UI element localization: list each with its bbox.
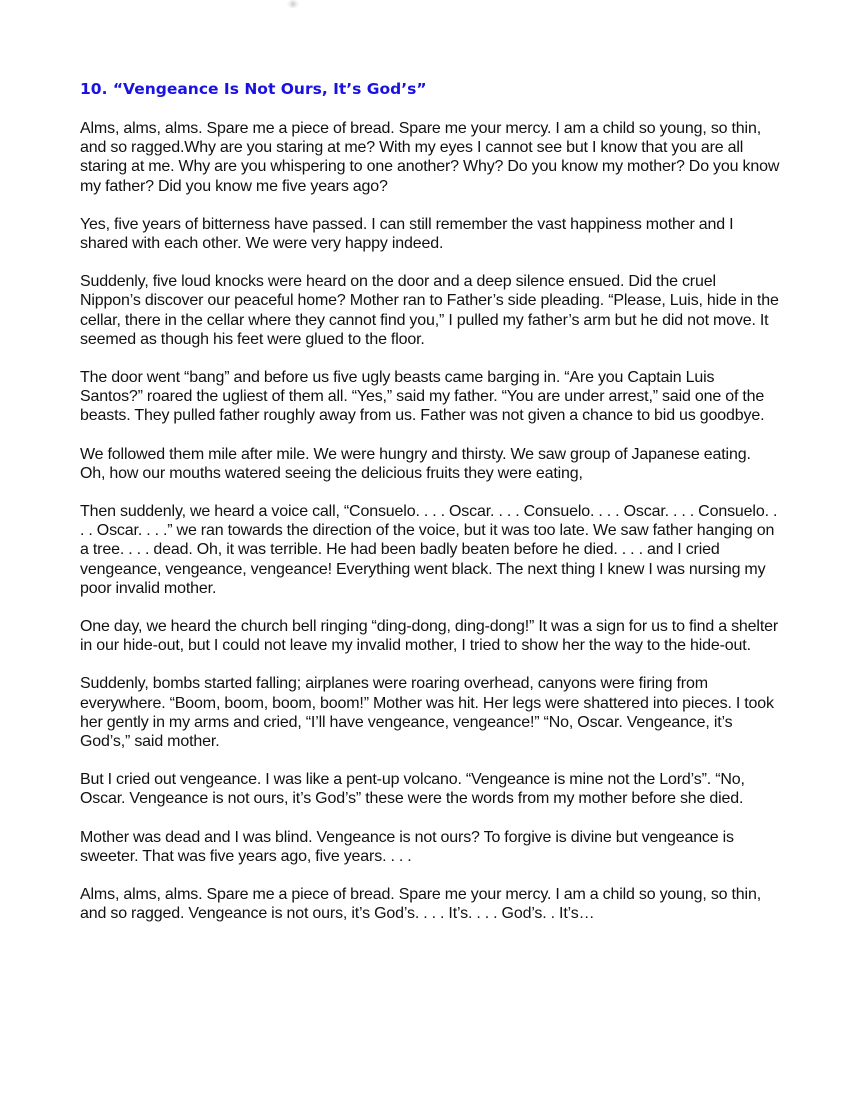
paragraph-4: The door went “bang” and before us five ugly beasts came barging in. “Are you Captain Luis Santos?” roared the ugliest of them all. “Yes,” said my father. “You are under arrest,” said one of the beasts. They pulled father roughly away from us. Father was not given a chance to bid us goodbye. — [80, 369, 765, 425]
paragraph-8: Suddenly, bombs started falling; airplanes were roaring overhead, canyons were firing from everywhere. “Boom, boom, boom, boom!” Mother was hit. Her legs were shattered into pieces. I took her gently in my arms and cried, “I’ll have vengeance, vengeance!” “No, Oscar. Vengeance, it’s God’s,” said mother. — [80, 675, 774, 751]
paragraph-11: Alms, alms, alms. Spare me a piece of bread. Spare me your mercy. I am a child so young, so thin, and so ragged. Vengeance is not ours, it’s God’s. . . . It’s. . . . God’s. . It’s… — [80, 886, 762, 923]
paragraph-1: Alms, alms, alms. Spare me a piece of bread. Spare me your mercy. I am a child so young, so thin, and so ragged.Why are you staring at me? With my eyes I cannot see but I know that you are all staring at me. Why are you whispering to one another? Why? Do you know my mother? Do you know my father? Did you know me five years ago? — [80, 120, 780, 195]
scan-smudge — [287, 0, 299, 8]
paragraph-7: One day, we heard the church bell ringing “ding-dong, ding-dong!” It was a sign for us to find a shelter in our hide-out, but I could not leave my invalid mother, I tried to show her the way to the hide-out. — [80, 618, 779, 655]
story-title: 10. “Vengeance Is Not Ours, It’s God’s” — [80, 80, 427, 98]
paragraph-3: Suddenly, five loud knocks were heard on the door and a deep silence ensued. Did the cruel Nippon’s discover our peaceful home? Mother ran to Father’s side pleading. “Please, Luis, hide in the cellar, there in the cellar where they cannot find you,” I pulled my father’s arm but he did not move. It seemed as though his feet were glued to the floor. — [80, 273, 779, 348]
paragraph-10: Mother was dead and I was blind. Vengeance is not ours? To forgive is divine but vengeance is sweeter. That was five years ago, five years. . . . — [80, 828, 734, 865]
paragraph-9: But I cried out vengeance. I was like a pent-up volcano. “Vengeance is mine not the Lord’s”. “No, Oscar. Vengeance is not ours, it’s God’s” these were the words from my mother before she died. — [80, 771, 745, 808]
paragraph-5: We followed them mile after mile. We were hungry and thirsty. We saw group of Japanese eating. Oh, how our mouths watered seeing the delicious fruits they were eating, — [80, 445, 751, 482]
paragraph-2: Yes, five years of bitterness have passed. I can still remember the vast happiness mother and I shared with each other. We were very happy indeed. — [80, 215, 734, 253]
paragraph-6: Then suddenly, we heard a voice call, “Consuelo. . . . Oscar. . . . Consuelo. . . . Oscar. . . . Consuelo. . . . Oscar. . . .” we ran towards the direction of the voice, but it was too late. We saw father hanging on a tree. . . . dead. Oh, it was terrible. He had been badly beaten before he died. . . . and I cried vengeance, vengeance, vengeance! Everything went black. The next thing I knew I was nursing my poor invalid mother. — [80, 503, 778, 597]
document-page — [80, 79, 780, 943]
